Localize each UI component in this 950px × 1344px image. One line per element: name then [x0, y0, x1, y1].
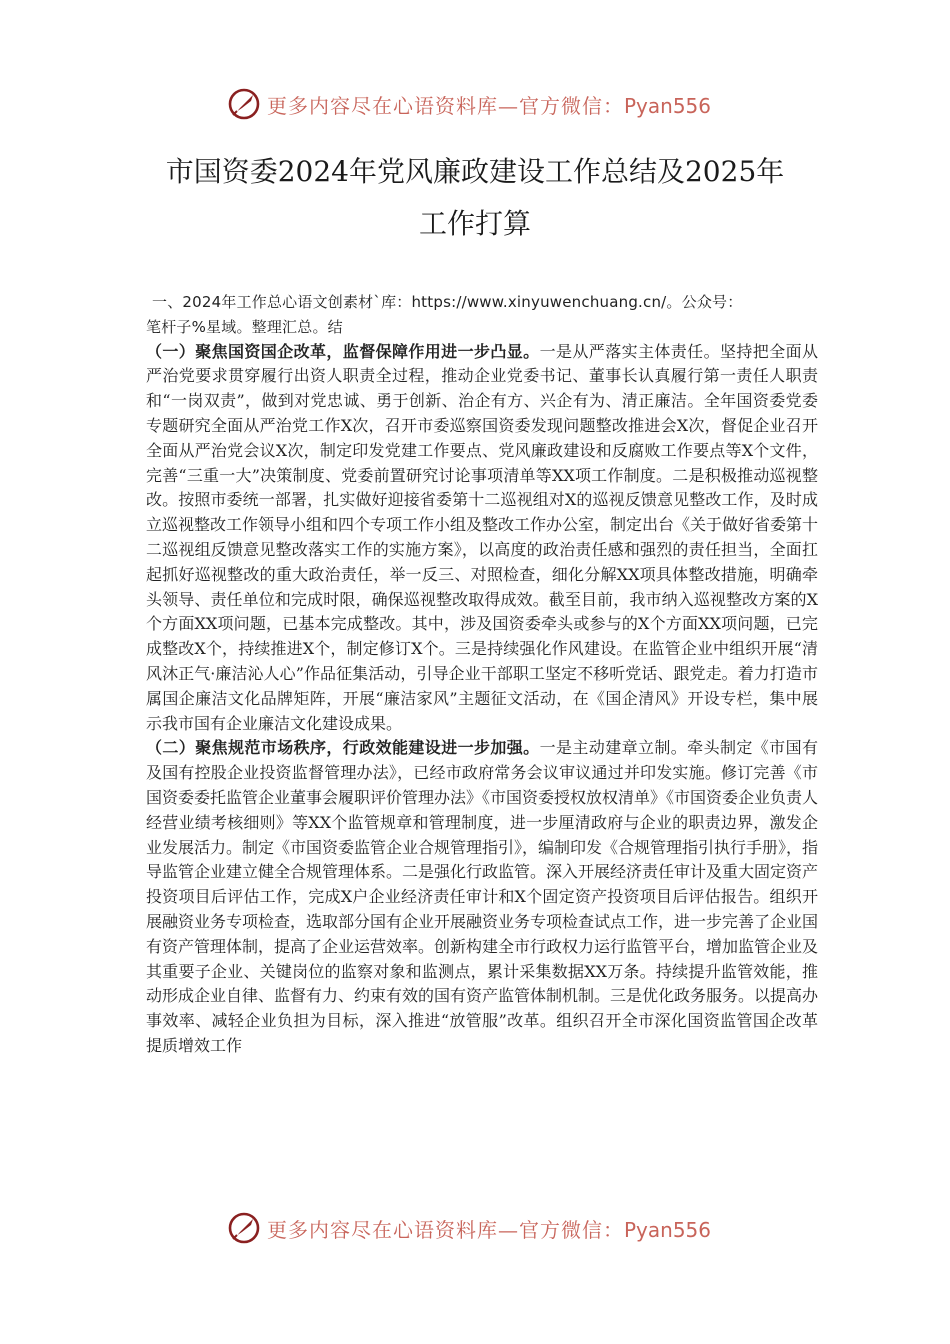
- quill-logo-icon: [227, 1211, 261, 1245]
- intro-line-1: 一、2024年工作总心语文创素材`库：https://www.xinyuwenchuang.cn/。公众号：: [152, 293, 743, 311]
- section-2-body: 一是主动建章立制。牵头制定《市国有及国有控股企业投资监督管理办法》，已经市政府常务会议审议通过并印发实施。修订完善《市国资委委托监管企业董事会履职评价管理办法》《市国资委授权放权清单》《市国资委企业负责人经营业绩考核细则》等XX个监管规章和管理制度，进一步厘清政府与企业的职责边界，激发企业发展活力。制定《市国资委监管企业合规管理指引》，编制印发《合规管理指引执行手册》，指导监管企业建立健全合规管理体系。二是强化行政监管。深入开展经济责任审计及重大固定资产投资项目后评估工作，完成X户企业经济责任审计和X个固定资产投资项目后评估报告。组织开展融资业务专项检查，选取部分国有企业开展融资业务专项检查试点工作，进一步完善了企业国有资产管理体制，提高了企业运营效率。创新构建全市行政权力运行监管平台，增加监管企业及其重要子企业、关键岗位的监察对象和监测点，累计采集数据XX万条。持续提升监管效能，推动形成企业自律、监督有力、约束有效的国有资产监管体制机制。三是优化政务服务。以提高办事效率、减轻企业负担为目标，深入推进“放管服”改革。组织召开全市深化国资监管国企改革提质增效工作: [146, 738, 819, 1055]
- quill-logo-icon: [227, 87, 261, 121]
- section-2-heading: （二）聚焦规范市场秩序，行政效能建设进一步加强。: [146, 738, 540, 758]
- watermark-text: 更多内容尽在心语资料库—官方微信：Pyan556: [267, 1217, 712, 1242]
- section-1-heading: （一）聚焦国资国企改革，监督保障作用进一步凸显。: [146, 341, 540, 361]
- section-1-body: 一是从严落实主体责任。坚持把全面从严治党要求贯穿履行出资人职责全过程，推动企业党委书记、董事长认真履行第一责任人职责和“一岗双责”，做到对党忠诚、勇于创新、治企有方、兴企有为、清正廉洁。全年国资委党委专题研究全面从严治党工作X次，召开市委巡察国资委发现问题整改推进会X次，督促企业召开全面从严治党会议X次，制定印发党建工作要点、党风廉政建设和反腐败工作要点等X个文件，完善“三重一大”决策制度、党委前置研究讨论事项清单等XX项工作制度。二是积极推动巡视整改。按照市委统一部署，扎实做好迎接省委第十二巡视组对X的巡视反馈意见整改工作，及时成立巡视整改工作领导小组和四个专项工作小组及整改工作办公室，制定出台《关于做好省委第十二巡视组反馈意见整改落实工作的实施方案》，以高度的政治责任感和强烈的责任担当，全面扛起抓好巡视整改的重大政治责任，举一反三、对照检查，细化分解XX项具体整改措施，明确牵头领导、责任单位和完成时限，确保巡视整改取得成效。截至目前，我市纳入巡视整改方案的X个方面XX项问题，已基本完成整改。其中，涉及国资委牵头或参与的X个方面XX项问题，已完成整改X个，持续推进X个，制定修订X个。三是持续强化作风建设。在监管企业中组织开展“清风沐正气·廉洁沁人心”作品征集活动，引导企业干部职工坚定不移听党话、跟党走。着力打造市属国企廉洁文化品牌矩阵，开展“廉洁家风”主题征文活动，在《国企清风》开设专栏，集中展示我市国有企业廉洁文化建设成果。: [146, 341, 819, 733]
- watermark-text: 更多内容尽在心语资料库—官方微信：Pyan556: [267, 93, 712, 118]
- header-watermark-banner: [0, 84, 950, 124]
- document-title-line-1: 市国资委2024年党风廉政建设工作总结及2025年: [165, 155, 785, 188]
- document-title-line-2: 工作打算: [418, 207, 531, 240]
- footer-watermark-banner: [0, 1208, 950, 1248]
- section-1-paragraph: [146, 340, 818, 737]
- intro-line-2: 笔杆子%星域。整理汇总。结: [146, 317, 343, 336]
- document-body: [146, 290, 818, 1059]
- section-2-paragraph: [146, 736, 818, 1058]
